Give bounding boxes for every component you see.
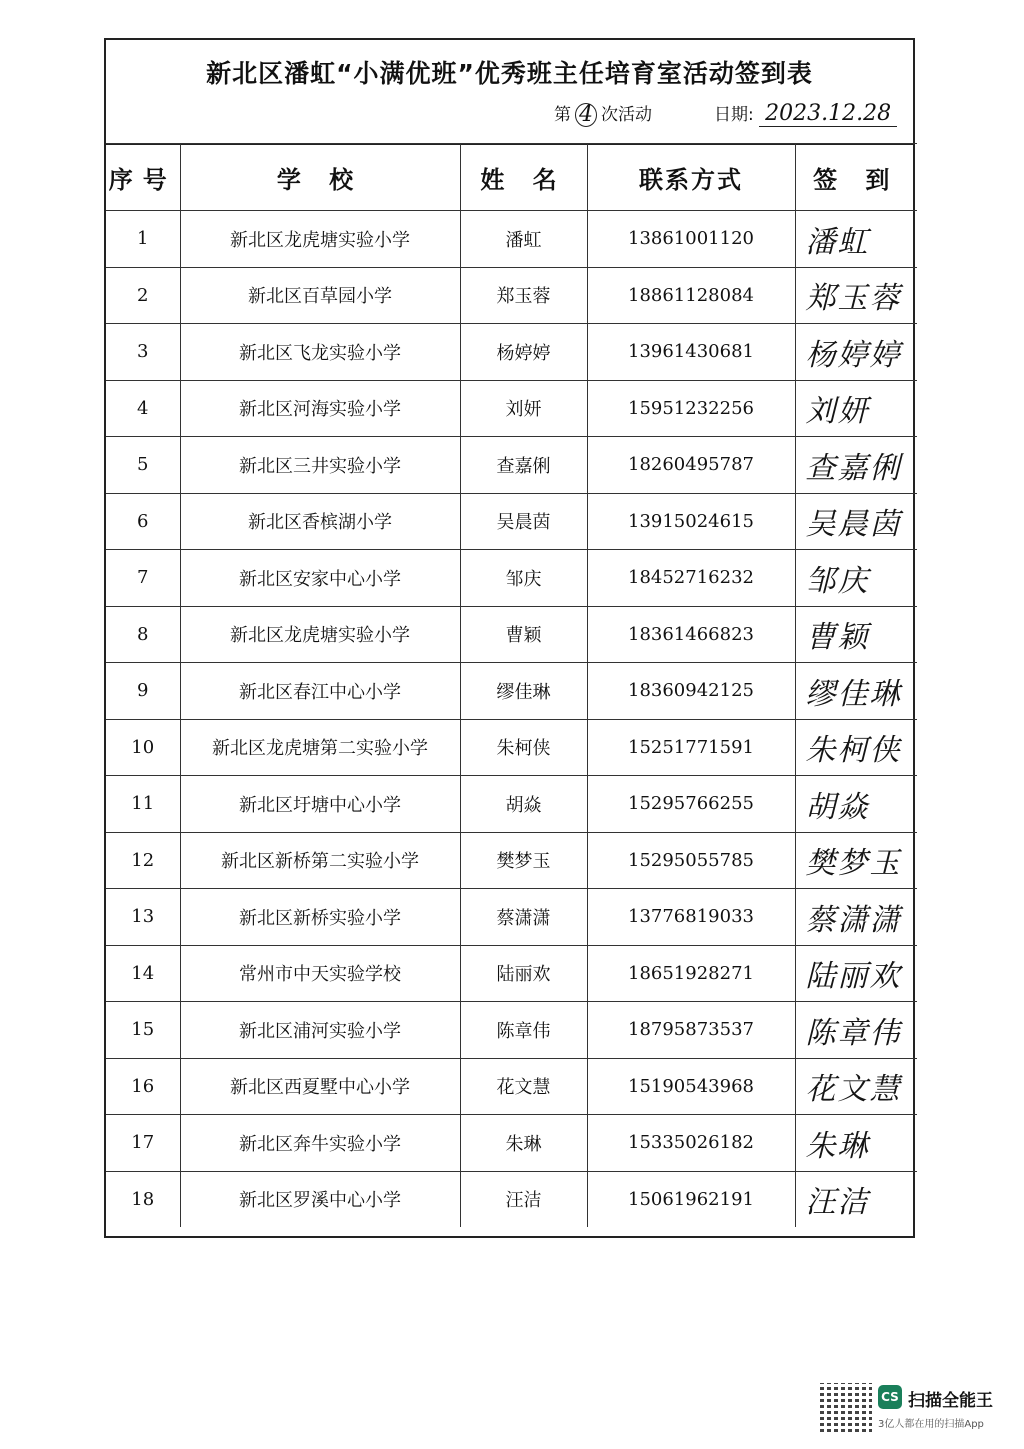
row-name: 刘妍	[460, 380, 587, 437]
row-school: 新北区龙虎塘第二实验小学	[180, 719, 460, 776]
date-label: 日期:	[714, 105, 754, 125]
row-school: 新北区飞龙实验小学	[180, 324, 460, 381]
row-phone: 18360942125	[587, 663, 795, 720]
row-name: 吴晨茵	[460, 493, 587, 550]
scanner-tagline: 3亿人都在用的扫描App	[878, 1419, 984, 1430]
row-number: 9	[106, 663, 180, 720]
row-phone: 18452716232	[587, 550, 795, 607]
row-school: 新北区龙虎塘实验小学	[180, 211, 460, 268]
row-phone: 18260495787	[587, 437, 795, 494]
table-row	[106, 1002, 917, 1059]
scanner-app-name: 扫描全能王	[908, 1391, 993, 1411]
row-number: 4	[106, 380, 180, 437]
session-number: 4	[575, 103, 597, 127]
row-number: 7	[106, 550, 180, 607]
row-school: 新北区龙虎塘实验小学	[180, 606, 460, 663]
row-name: 邹庆	[460, 550, 587, 607]
row-phone: 15295055785	[587, 832, 795, 889]
row-school: 新北区奔牛实验小学	[180, 1115, 460, 1172]
row-name: 杨婷婷	[460, 324, 587, 381]
table-row	[106, 380, 917, 437]
row-name: 蔡潇潇	[460, 889, 587, 946]
session-line	[554, 100, 652, 127]
row-school: 新北区新桥第二实验小学	[180, 832, 460, 889]
row-name: 朱柯侠	[460, 719, 587, 776]
page-title: 新北区潘虹“小满优班”优秀班主任培育室活动签到表	[206, 59, 813, 88]
table-row	[106, 663, 917, 720]
table-row	[106, 719, 917, 776]
row-signature: 曹颖	[795, 606, 917, 663]
row-school: 新北区西夏墅中心小学	[180, 1058, 460, 1115]
row-name: 胡焱	[460, 776, 587, 833]
column-header-name: 姓 名	[460, 144, 587, 211]
row-phone: 15251771591	[587, 719, 795, 776]
scanner-watermark	[820, 1383, 1010, 1439]
column-header-phone: 联系方式	[587, 144, 795, 211]
row-school: 新北区三井实验小学	[180, 437, 460, 494]
sheet-header	[106, 40, 913, 145]
row-phone: 15295766255	[587, 776, 795, 833]
row-phone: 18795873537	[587, 1002, 795, 1059]
row-name: 花文慧	[460, 1058, 587, 1115]
row-number: 1	[106, 211, 180, 268]
row-number: 13	[106, 889, 180, 946]
row-school: 新北区浦河实验小学	[180, 1002, 460, 1059]
row-phone: 15951232256	[587, 380, 795, 437]
row-name: 樊梦玉	[460, 832, 587, 889]
row-signature: 朱琳	[795, 1115, 917, 1172]
row-signature: 蔡潇潇	[795, 889, 917, 946]
table-header-row	[106, 144, 917, 211]
row-signature: 花文慧	[795, 1058, 917, 1115]
row-school: 新北区春江中心小学	[180, 663, 460, 720]
table-row	[106, 832, 917, 889]
row-name: 查嘉俐	[460, 437, 587, 494]
row-phone: 18361466823	[587, 606, 795, 663]
row-phone: 13961430681	[587, 324, 795, 381]
row-signature: 吴晨茵	[795, 493, 917, 550]
table-row	[106, 324, 917, 381]
row-signature: 查嘉俐	[795, 437, 917, 494]
column-header-school: 学 校	[180, 144, 460, 211]
row-number: 5	[106, 437, 180, 494]
row-name: 陈章伟	[460, 1002, 587, 1059]
row-phone: 13915024615	[587, 493, 795, 550]
row-number: 14	[106, 945, 180, 1002]
table-row	[106, 1171, 917, 1227]
row-signature: 潘虹	[795, 211, 917, 268]
row-phone: 13861001120	[587, 211, 795, 268]
row-number: 2	[106, 267, 180, 324]
table-row	[106, 945, 917, 1002]
table-row	[106, 889, 917, 946]
row-signature: 朱柯侠	[795, 719, 917, 776]
row-number: 6	[106, 493, 180, 550]
row-name: 陆丽欢	[460, 945, 587, 1002]
row-school: 新北区香槟湖小学	[180, 493, 460, 550]
column-header-number: 序号	[106, 144, 180, 211]
row-number: 10	[106, 719, 180, 776]
row-school: 新北区罗溪中心小学	[180, 1171, 460, 1227]
table-row	[106, 211, 917, 268]
row-signature: 缪佳琳	[795, 663, 917, 720]
row-signature: 汪洁	[795, 1171, 917, 1227]
row-number: 8	[106, 606, 180, 663]
row-signature: 胡焱	[795, 776, 917, 833]
row-number: 16	[106, 1058, 180, 1115]
row-name: 曹颖	[460, 606, 587, 663]
row-name: 朱琳	[460, 1115, 587, 1172]
row-number: 12	[106, 832, 180, 889]
row-number: 17	[106, 1115, 180, 1172]
cs-logo: CS	[878, 1385, 902, 1409]
row-number: 3	[106, 324, 180, 381]
session-prefix: 第	[554, 105, 571, 125]
row-signature: 杨婷婷	[795, 324, 917, 381]
row-signature: 邹庆	[795, 550, 917, 607]
table-row	[106, 437, 917, 494]
row-school: 新北区圩塘中心小学	[180, 776, 460, 833]
table-row	[106, 493, 917, 550]
row-signature: 郑玉蓉	[795, 267, 917, 324]
row-signature: 刘妍	[795, 380, 917, 437]
sign-in-sheet	[104, 38, 915, 1238]
table-row	[106, 550, 917, 607]
row-phone: 15190543968	[587, 1058, 795, 1115]
row-signature: 陆丽欢	[795, 945, 917, 1002]
row-school: 常州市中天实验学校	[180, 945, 460, 1002]
row-phone: 18861128084	[587, 267, 795, 324]
attendance-table	[106, 143, 917, 1227]
row-school: 新北区安家中心小学	[180, 550, 460, 607]
table-row	[106, 776, 917, 833]
row-name: 汪洁	[460, 1171, 587, 1227]
row-school: 新北区河海实验小学	[180, 380, 460, 437]
table-row	[106, 1115, 917, 1172]
qr-code-icon	[820, 1383, 872, 1435]
table-row	[106, 1058, 917, 1115]
table-row	[106, 267, 917, 324]
row-phone: 15335026182	[587, 1115, 795, 1172]
row-signature: 樊梦玉	[795, 832, 917, 889]
session-suffix: 次活动	[601, 105, 652, 125]
row-number: 18	[106, 1171, 180, 1227]
row-signature: 陈章伟	[795, 1002, 917, 1059]
row-name: 潘虹	[460, 211, 587, 268]
column-header-signature: 签 到	[795, 144, 917, 211]
row-school: 新北区百草园小学	[180, 267, 460, 324]
row-number: 15	[106, 1002, 180, 1059]
table-row	[106, 606, 917, 663]
row-number: 11	[106, 776, 180, 833]
row-school: 新北区新桥实验小学	[180, 889, 460, 946]
date-value: 2023.12.28	[759, 101, 897, 127]
row-name: 缪佳琳	[460, 663, 587, 720]
date-line	[714, 100, 897, 126]
row-phone: 15061962191	[587, 1171, 795, 1227]
row-phone: 13776819033	[587, 889, 795, 946]
row-name: 郑玉蓉	[460, 267, 587, 324]
row-phone: 18651928271	[587, 945, 795, 1002]
